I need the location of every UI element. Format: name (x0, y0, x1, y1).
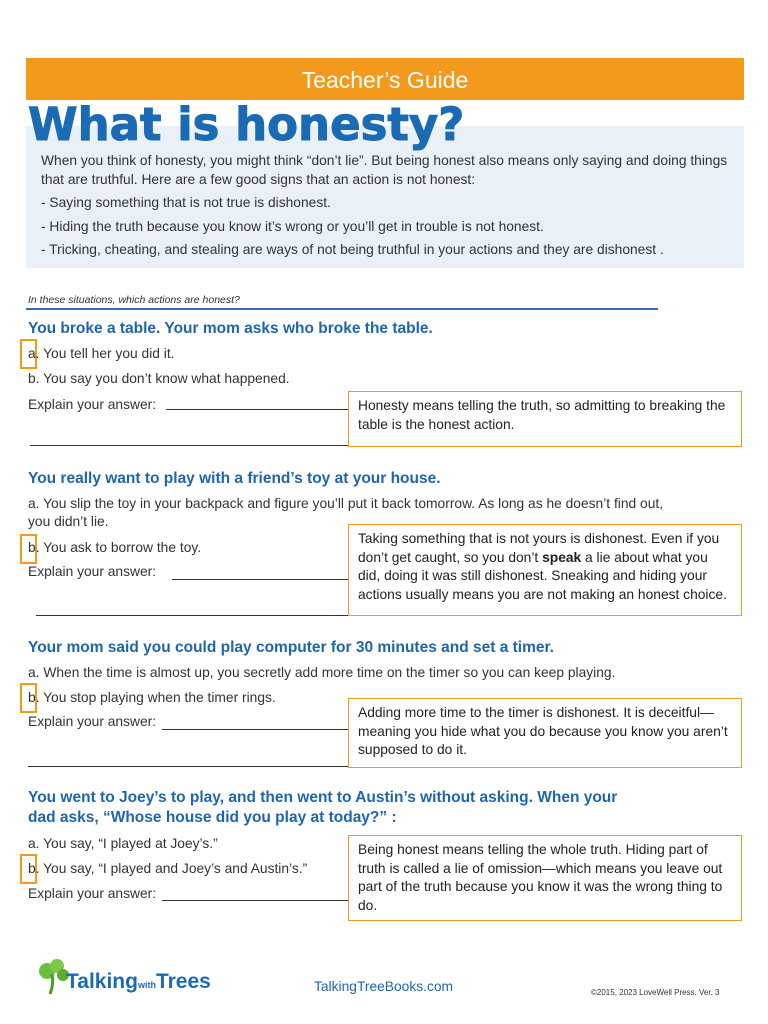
banner: Teacher’s Guide (26, 58, 744, 100)
answer-box-2 (348, 524, 742, 616)
copyright: ©2015, 2023 LoveWell Press. Ver. 3 (591, 988, 720, 997)
answer-line (162, 729, 348, 730)
question-2-heading: You really want to play with a friend’s toy at your house. (28, 470, 441, 487)
intro-point-2: - Hiding the truth because you know it’s wrong or you’ll get in trouble is not honest. (41, 218, 544, 234)
question-2-option-b: b. You ask to borrow the toy. (28, 540, 202, 555)
website-link[interactable]: TalkingTreeBooks.com (314, 979, 454, 994)
answer-line (172, 579, 348, 580)
intro-paragraph: When you think of honesty, you might think “don’t lie”. But being honest also means only saying and doing things that are truthful. Here are a few good signs that an action is not honest: (41, 153, 728, 187)
explain-label-3: Explain your answer: (28, 714, 157, 729)
question-2-option-a: a. You slip the toy in your backpack and figure you’ll put it back tomorrow. As long as he doesn’t find out, you didn’t lie. (28, 496, 664, 529)
question-1-option-b: b. You say you don’t know what happened. (28, 371, 290, 386)
answer-text-1: Honesty means telling the truth, so admitting to breaking the table is the honest action. (358, 398, 726, 432)
question-prompt: In these situations, which actions are honest? (28, 294, 240, 306)
divider (26, 308, 658, 310)
question-1-heading: You broke a table. Your mom asks who broke the table. (28, 320, 433, 337)
answer-text-2a: Taking something that is not yours is dishonest. Even if you don’t get caught, so you don’t (358, 531, 720, 565)
answer-text-3: Adding more time to the timer is dishonest. It is deceitful—meaning you hide what you do because you know you aren’t supposed to do it. (358, 705, 728, 757)
answer-line (30, 445, 348, 446)
question-3-option-b: b. You stop playing when the timer rings. (28, 690, 276, 705)
question-3-heading: Your mom said you could play computer for 30 minutes and set a timer. (28, 639, 554, 656)
answer-text-4: Being honest means telling the whole truth. Hiding part of truth is called a lie of omission—which means you leave out part of the truth because you know it was the wrong thing to do. (358, 842, 723, 913)
question-4-heading-2: dad asks, “Whose house did you play at today?” : (28, 809, 397, 826)
intro-point-1: - Saying something that is not true is dishonest. (41, 195, 331, 210)
answer-box-3 (348, 698, 742, 768)
logo-with: with (137, 980, 156, 990)
answer-box-1 (348, 391, 742, 447)
answer-line (166, 409, 348, 410)
question-4-option-b: b. You say, “I played and Joey’s and Austin’s.” (28, 861, 308, 876)
answer-line (36, 615, 348, 616)
explain-label-1: Explain your answer: (28, 397, 157, 412)
answer-text-2-emphasis: speak (542, 549, 582, 565)
answer-box-4 (348, 835, 742, 921)
answer-line (162, 900, 348, 901)
question-3-option-a: a. When the time is almost up, you secretly add more time on the timer so you can keep playing. (28, 665, 616, 680)
answer-text-2b: a lie about what you did, doing it was still dishonest. Sneaking and hiding your actions usually means you are not making an honest choice. (358, 549, 727, 602)
logo-trees: Trees (155, 970, 211, 993)
explain-label-2: Explain your answer: (28, 564, 157, 579)
question-4-heading-1: You went to Joey’s to play, and then went to Austin’s without asking. When your (28, 789, 618, 806)
explain-label-4: Explain your answer: (28, 886, 157, 901)
question-1-option-a: a. You tell her you did it. (28, 346, 175, 361)
intro-point-3: - Tricking, cheating, and stealing are ways of not being truthful in your actions and they are dishonest . (41, 242, 664, 257)
answer-line (28, 766, 348, 767)
page-title: What is honesty? (28, 98, 465, 151)
logo-talking: Talking (66, 970, 138, 993)
talking-with-trees-logo (36, 958, 236, 1000)
question-4-option-a: a. You say, “I played at Joey’s.” (28, 836, 218, 851)
